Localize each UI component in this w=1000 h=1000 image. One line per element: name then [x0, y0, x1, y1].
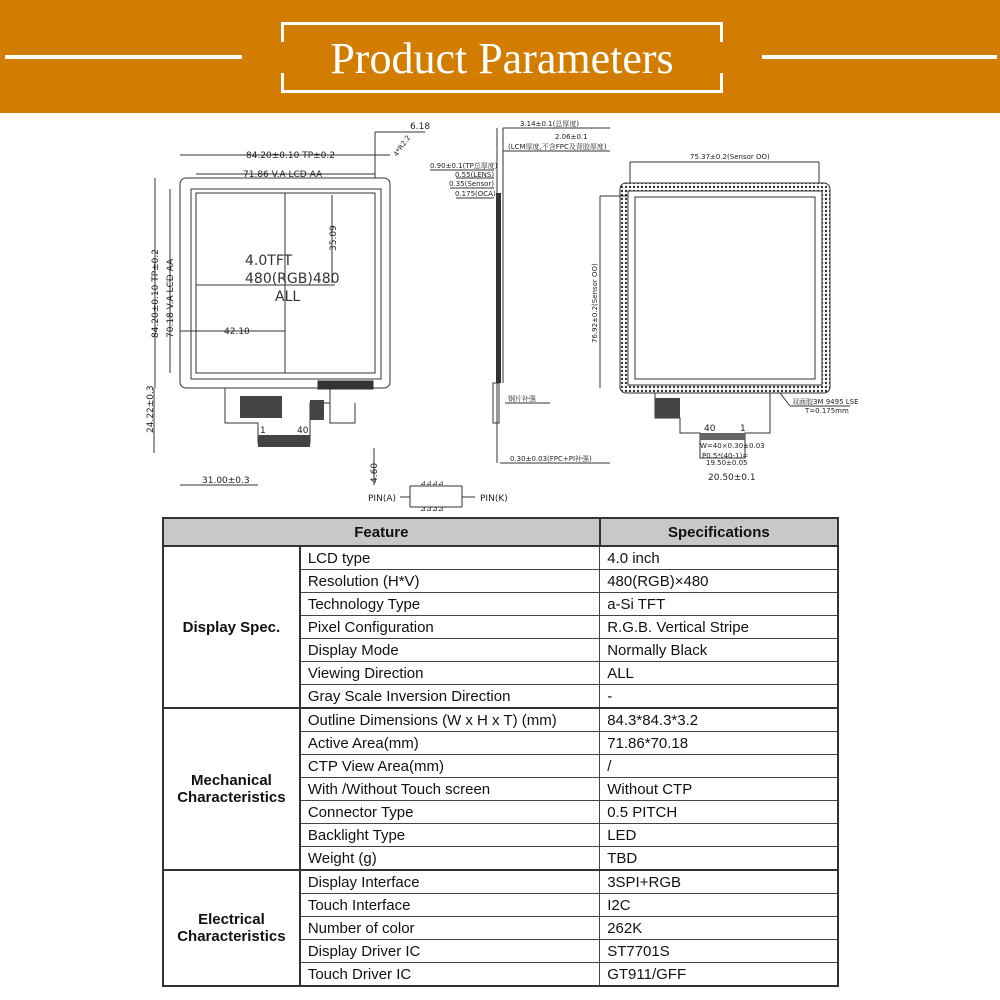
group-electrical-line1: Electrical	[198, 911, 265, 928]
table-row	[163, 546, 838, 570]
led-row-bottom: ⊿⊿⊿⊿	[420, 505, 444, 513]
spec-cell: I2C	[600, 894, 838, 917]
spec-cell: ALL	[600, 662, 838, 685]
feature-cell: Weight (g)	[300, 847, 600, 871]
tape-label: 双面胶3M 9495 LSE	[792, 398, 859, 406]
led-row-top: ⊿⊿⊿⊿	[420, 479, 444, 487]
front-view	[154, 132, 425, 485]
group-display-spec: Display Spec.	[163, 546, 300, 708]
dim-center-v: 35.09	[329, 225, 339, 251]
back-fpc-gold-fingers	[700, 433, 745, 440]
feature-cell: Display Mode	[300, 639, 600, 662]
spec-cell: TBD	[600, 847, 838, 871]
header-feature: Feature	[163, 518, 600, 546]
fpc-component	[240, 396, 282, 418]
fpc-connector	[310, 400, 324, 420]
group-mechanical-line2: Characteristics	[177, 789, 286, 806]
back-fpc-pitch-total: 19.50±0.05	[706, 459, 748, 467]
spec-cell: GT911/GFF	[600, 963, 838, 987]
dim-width-va: 71.86 V.A LCD AA	[243, 170, 323, 180]
feature-cell: Backlight Type	[300, 824, 600, 847]
feature-cell: LCD type	[300, 546, 600, 570]
spec-cell: ST7701S	[600, 940, 838, 963]
spec-cell: 480(RGB)×480	[600, 570, 838, 593]
feature-cell: Pixel Configuration	[300, 616, 600, 639]
spec-cell: 262K	[600, 917, 838, 940]
spec-cell: 3SPI+RGB	[600, 870, 838, 894]
dim-lcm-thickness: 2.06±0.1	[555, 133, 588, 141]
spec-cell: 0.5 PITCH	[600, 801, 838, 824]
led-cathode-label: PIN(K)	[480, 494, 508, 504]
fpc-pin-1: 1	[260, 426, 266, 436]
page-title: Product Parameters	[330, 34, 674, 83]
dim-fpc-tail: 4.60	[370, 462, 380, 483]
spec-cell: Without CTP	[600, 778, 838, 801]
side-panel-stack	[496, 193, 501, 383]
tape-thickness: T=0.175mm	[805, 407, 849, 415]
spec-cell: 84.3*84.3*3.2	[600, 708, 838, 732]
spec-cell: /	[600, 755, 838, 778]
back-fpc-pitch: P0.5*(40-1)=	[702, 452, 749, 460]
spec-cell: R.G.B. Vertical Stripe	[600, 616, 838, 639]
fpc-pin-40: 40	[297, 426, 309, 436]
feature-cell: CTP View Area(mm)	[300, 755, 600, 778]
dim-center-h: 42.10	[224, 327, 250, 337]
dim-corner: 4*R2.2	[392, 133, 413, 159]
dim-height-va: 70.18 V.A LCD AA	[166, 258, 176, 338]
technical-drawing	[0, 113, 1000, 513]
dim-width-tp: 84.20±0.10 TP±0.2	[246, 151, 335, 161]
drawing-svg	[0, 113, 1000, 513]
feature-cell: Active Area(mm)	[300, 732, 600, 755]
table-header-row	[163, 518, 838, 546]
back-fpc-component	[655, 398, 680, 418]
group-mechanical	[163, 708, 300, 870]
lcd-label-size: 4.0TFT	[245, 253, 293, 269]
dim-sensor-height: 76.92±0.2(Sensor OO)	[591, 263, 599, 343]
fpc-gold-fingers	[258, 435, 310, 447]
feature-cell: Touch Interface	[300, 894, 600, 917]
feature-cell: Gray Scale Inversion Direction	[300, 685, 600, 709]
dim-sensor: 0.35(Sensor)	[449, 180, 495, 188]
dim-fpc-thickness: 0.30±0.03(FPC+PI补强)	[510, 455, 592, 463]
feature-cell: Display Driver IC	[300, 940, 600, 963]
feature-cell: Display Interface	[300, 870, 600, 894]
spec-cell: 71.86*70.18	[600, 732, 838, 755]
dim-lcm-note: (LCM厚度,不含FPC及背胶厚度)	[508, 143, 607, 151]
dim-lens: 0.55(LENS)	[455, 171, 495, 179]
dim-fpc-height: 24.22±0.3	[146, 385, 156, 433]
back-fpc-pin-40: 40	[704, 424, 716, 434]
spec-table	[162, 517, 839, 987]
spec-cell: Normally Black	[600, 639, 838, 662]
group-electrical	[163, 870, 300, 986]
feature-cell: Connector Type	[300, 801, 600, 824]
back-fpc-pin-1: 1	[740, 424, 746, 434]
feature-cell: Touch Driver IC	[300, 963, 600, 987]
back-fpc-width: W=40×0.30±0.03	[700, 442, 765, 450]
dim-sensor-width: 75.37±0.2(Sensor OO)	[690, 153, 770, 161]
feature-cell: Technology Type	[300, 593, 600, 616]
dim-fpc-offset: 31.00±0.3	[202, 476, 250, 486]
led-anode-label: PIN(A)	[368, 494, 396, 504]
decorative-rule-left	[5, 55, 242, 59]
stiffener-label: 钢片补强	[508, 395, 536, 403]
dim-tp-thickness: 0.90±0.1(TP总厚度)	[430, 162, 498, 170]
group-mechanical-line1: Mechanical	[190, 772, 272, 789]
header-specifications: Specifications	[600, 518, 838, 546]
lcd-label-viewing: ALL	[275, 289, 301, 305]
feature-cell: Number of color	[300, 917, 600, 940]
dim-height-tp: 84.20±0.10 TP±0.2	[151, 249, 161, 338]
feature-cell: With /Without Touch screen	[300, 778, 600, 801]
back-fpc-total-width: 20.50±0.1	[708, 473, 756, 483]
group-electrical-line2: Characteristics	[177, 928, 286, 945]
decorative-rule-right	[762, 55, 997, 59]
dim-total-thickness: 3.14±0.1(总厚度)	[520, 120, 580, 128]
spec-cell: 4.0 inch	[600, 546, 838, 570]
spec-cell: a-Si TFT	[600, 593, 838, 616]
spec-cell: LED	[600, 824, 838, 847]
led-circuit	[400, 486, 475, 507]
lcd-label-resolution: 480(RGB)480	[245, 271, 340, 287]
feature-cell: Outline Dimensions (W x H x T) (mm)	[300, 708, 600, 732]
spec-cell: -	[600, 685, 838, 709]
feature-cell: Resolution (H*V)	[300, 570, 600, 593]
header-banner	[0, 0, 1000, 113]
dim-top-offset: 6.18	[410, 122, 431, 132]
dim-oca: 0.175(OCA)	[455, 190, 496, 198]
feature-cell: Viewing Direction	[300, 662, 600, 685]
table-row	[163, 870, 838, 894]
table-row	[163, 708, 838, 732]
